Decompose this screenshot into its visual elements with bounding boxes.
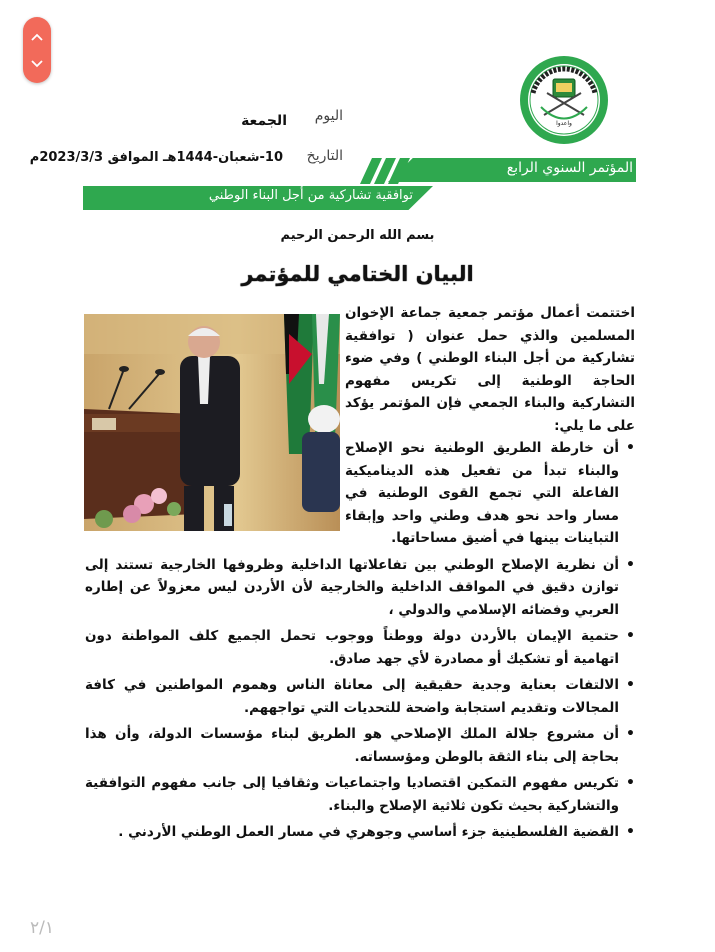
chevron-down-icon[interactable]: [31, 57, 43, 71]
page-number: ٢/١: [30, 918, 54, 938]
page-scroll-control[interactable]: [23, 17, 51, 83]
list-item: • حتمية الإيمان بالأردن دولة ووطناً ووجوب تحمل الجميع كلف المواطنة دون اتهامية أو تشكيك أو مصادرة لأي جهد صادق.: [85, 625, 635, 670]
basmala: بسم الله الرحمن الرحيم: [280, 228, 435, 243]
list-item: • أن نظرية الإصلاح الوطني بين تفاعلاتها الداخلية وظروفها الخارجية تستند إلى توازن دقيق في المواقف الداخلية والخارجية لأن الأردن ليس معزولاً عن إطاره العربي وفضائه الإسلامي والدولي ،: [85, 554, 635, 622]
day-label: اليوم: [314, 108, 343, 124]
slogan-text: توافقية تشاركية من أجل البناء الوطني: [208, 188, 413, 203]
day-value: الجمعة: [241, 113, 287, 129]
organization-logo: [519, 55, 609, 145]
list-item: • الالتفات بعناية وجدية حقيقية إلى معاناة الناس وهموم المواطنين في كافة المجالات وتقديم استجابة واضحة للتحديات التي تواجههم.: [85, 674, 635, 719]
resolutions-list: [85, 437, 635, 848]
list-item: • تكريس مفهوم التمكين اقتصاديا واجتماعيات وثقافيا إلى جانب مفهوم التوافقية والتشاركية بحيث تكون ثلاثية الإصلاح والبناء.: [85, 772, 635, 817]
document-title: البيان الختامي للمؤتمر: [241, 262, 474, 286]
list-item: • القضية الفلسطينية جزء أساسي وجوهري في مسار العمل الوطني الأردني .: [85, 821, 635, 844]
chevron-up-icon[interactable]: [31, 30, 43, 44]
list-item: • أن خارطة الطريق الوطنية نحو الإصلاح والبناء تبدأ من تفعيل هذه الديناميكية الفاعلة التي تجمع القوى الوطنية في مسار واحد نحو هدف وطني واحد وإبقاء التباينات بينها في أضيق مساحاتها.: [345, 437, 635, 550]
list-item: • أن مشروع جلالة الملك الإصلاحي هو الطريق لبناء مؤسسات الدولة، وأن هذا بحاجة إلى بناء الثقة بالوطن ومؤسساته.: [85, 723, 635, 768]
conference-name: المؤتمر السنوي الرابع: [506, 160, 633, 176]
date-value: 10-شعبان-1444هـ الموافق 2023/3/3م: [29, 150, 283, 165]
intro-paragraph: اختتمت أعمال مؤتمر جمعية جماعة الإخوان المسلمين والذي حمل عنوان ( توافقية تشاركية من أجل البناء الوطني ) وفي ضوء الحاجة الوطنية إلى تكريس مفهوم التشاركية والبناء الجمعي فإن المؤتمر يؤكد على ما يلي:: [345, 305, 635, 434]
svg-text:واعدوا: واعدوا: [556, 120, 572, 127]
date-label: التاريخ: [306, 148, 343, 164]
